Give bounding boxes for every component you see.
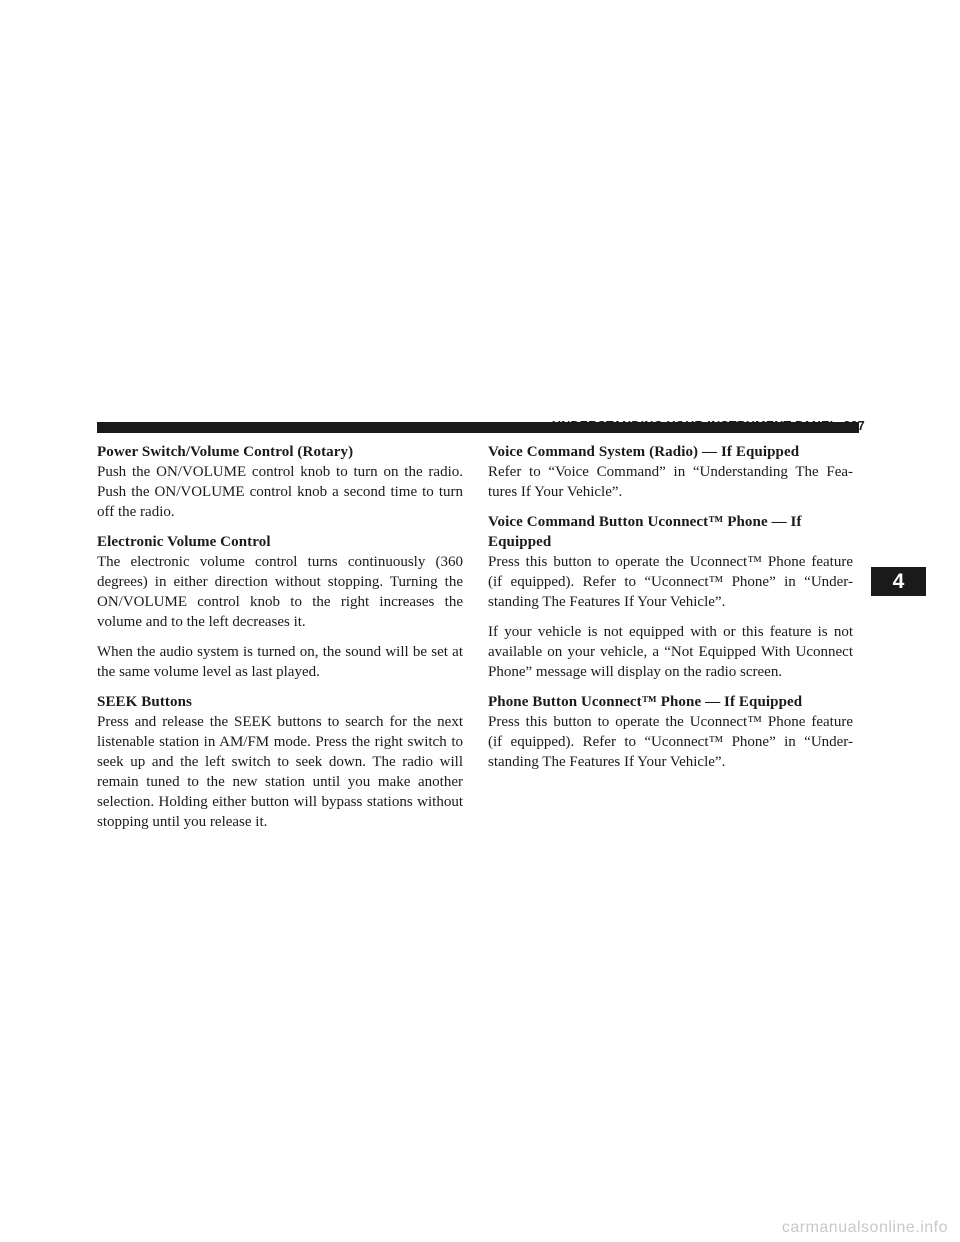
section-heading: SEEK Buttons [97,694,192,710]
section-heading: Voice Command Button Uconnect™ Phone — If Equipped [488,514,802,550]
section-heading: Voice Command System (Radio) — If Equipped [488,444,800,460]
section-heading: Electronic Volume Control [97,534,271,550]
watermark: carmanualsonline.info [781,1219,948,1236]
section-heading: Phone Button Uconnect™ Phone — If Equipped [488,694,803,710]
paragraph: Refer to “Voice Command” in “Understanding The Fea- tures If Your Vehicle”. [488,464,853,500]
paragraph: Press and release the SEEK buttons to search for the next listenable station in AM/FM mode. Press the right switch to seek up and the left switch to seek down. The radio will remain tuned to the new station until you make another selection. Holding either button will bypass stations without stopping until you release it. [97,714,463,830]
page-number: 327 [843,419,865,433]
paragraph: Press this button to operate the Uconnect™ Phone feature (if equipped). Refer to “Uconnect™ Phone” in “Under- standing The Features If Your Vehicle”. [488,554,853,610]
right-column [488,442,853,782]
section-phone-button [488,692,853,772]
section-voice-command-button [488,512,853,682]
section-title: UNDERSTANDING YOUR INSTRUMENT PANEL [552,419,838,433]
paragraph: Push the ON/VOLUME control knob to turn on the radio. Push the ON/VOLUME control knob a second time to turn off the radio. [97,464,463,520]
chapter-tab: 4 [871,567,926,596]
paragraph: When the audio system is turned on, the sound will be set at the same volume level as last played. [97,644,463,680]
section-electronic-volume [97,532,463,682]
paragraph: If your vehicle is not equipped with or this feature is not available on your vehicle, a “Not Equipped With Uconnect Phone” message will display on the radio screen. [488,624,853,680]
section-power-switch [97,442,463,522]
paragraph: Press this button to operate the Uconnect™ Phone feature (if equipped). Refer to “Uconnect™ Phone” in “Under- standing The Features If Your Vehicle”. [488,714,853,770]
section-voice-command-system [488,442,853,502]
running-header [546,419,865,433]
left-column [97,442,463,842]
paragraph: The electronic volume control turns continuously (360 degrees) in either direction without stopping. Turning the ON/VOLUME control knob to the right increases the volume and to the left decreases it. [97,554,463,630]
section-seek-buttons [97,692,463,832]
section-heading: Power Switch/Volume Control (Rotary) [97,444,354,460]
